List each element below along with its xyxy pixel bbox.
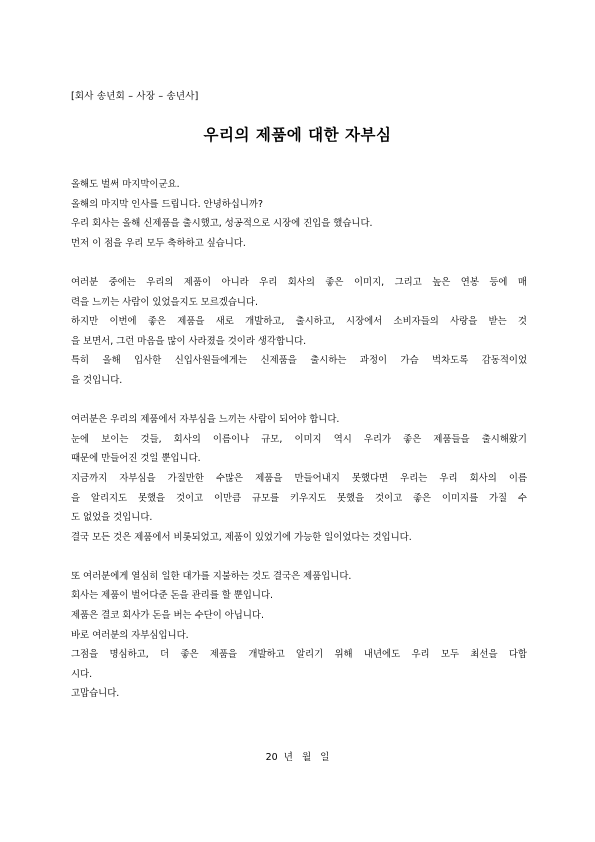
document-body [71,175,527,704]
text-line: 여러분 중에는 우리의 제품이 아니라 우리 회사의 좋은 이미지, 그리고 높은 연봉 등에 매 [71,276,527,288]
text-line: 여러분은 우리의 제품에서 자부심을 느끼는 사람이 되어야 합니다. [71,414,340,426]
text-line: 결국 모든 것은 제품에서 비롯되었고, 제품이 있었기에 가능한 일이었다는 것입니다. [71,531,412,543]
text-line: 시다. [71,668,93,680]
text-line: 지금까지 자부심을 가질만한 수많은 제품을 만들어내지 못했다면 우리는 우리 회사의 이름 [71,472,527,484]
text-line: 때문에 만들어진 것일 뿐입니다. [71,453,201,465]
text-line: 하지만 이번에 좋은 제품을 새로 개발하고, 출시하고, 시장에서 소비자들의 사랑을 받는 것 [71,316,527,328]
text-line: 을 보면서, 그런 마음을 많이 사라졌을 것이라 생각합니다. [71,335,307,347]
text-line: 을 알리지도 못했을 것이고 이만큼 규모를 키우지도 못했을 것이고 좋은 이미지를 가질 수 [71,492,527,504]
text-line: 고맙습니다. [71,688,120,700]
paragraph [71,410,527,547]
paragraph [71,273,527,391]
text-line: 력을 느끼는 사람이 있었을지도 모르겠습니다. [71,296,258,308]
document-title: 우리의 제품에 대한 자부심 [203,126,392,144]
date-line: 20 년 월 일 [265,752,330,763]
text-line: 제품은 결코 회사가 돈을 버는 수단이 아닙니다. [71,610,264,622]
text-line: 또 여러분에게 열심히 일한 대가를 지불하는 것도 결국은 제품입니다. [71,570,352,582]
text-line: 그점을 명심하고, 더 좋은 제품을 개발하고 알리기 위해 내년에도 우리 모두 최선을 다합 [71,649,527,661]
text-line: 올해의 마지막 인사를 드립니다. 안녕하십니까? [71,198,263,210]
text-line: 올해도 벌써 마지막이군요. [71,179,180,190]
text-line: 우리 회사는 올해 신제품을 출시했고, 성공적으로 시장에 진입을 했습니다. [71,218,373,230]
text-line: 을 것입니다. [71,374,123,386]
text-line: 회사는 제품이 벌어다준 돈을 관리를 할 뿐입니다. [71,590,273,602]
header-tag: [회사 송년회 – 사장 – 송년사] [71,91,199,102]
text-line: 도 없었을 것입니다. [71,512,153,524]
text-line: 특히 올해 입사한 신입사원들에게는 신제품을 출시하는 과정이 가슴 벅차도록 감동적이었 [71,355,527,367]
paragraph [71,567,527,704]
text-line: 눈에 보이는 것들, 회사의 이름이나 규모, 이미지 역시 우리가 좋은 제품들을 출시해왔기 [71,433,527,445]
text-line: 먼저 이 점을 우리 모두 축하하고 싶습니다. [71,237,246,249]
text-line: 바로 여러분의 자부심입니다. [71,629,189,641]
paragraph [71,175,527,253]
